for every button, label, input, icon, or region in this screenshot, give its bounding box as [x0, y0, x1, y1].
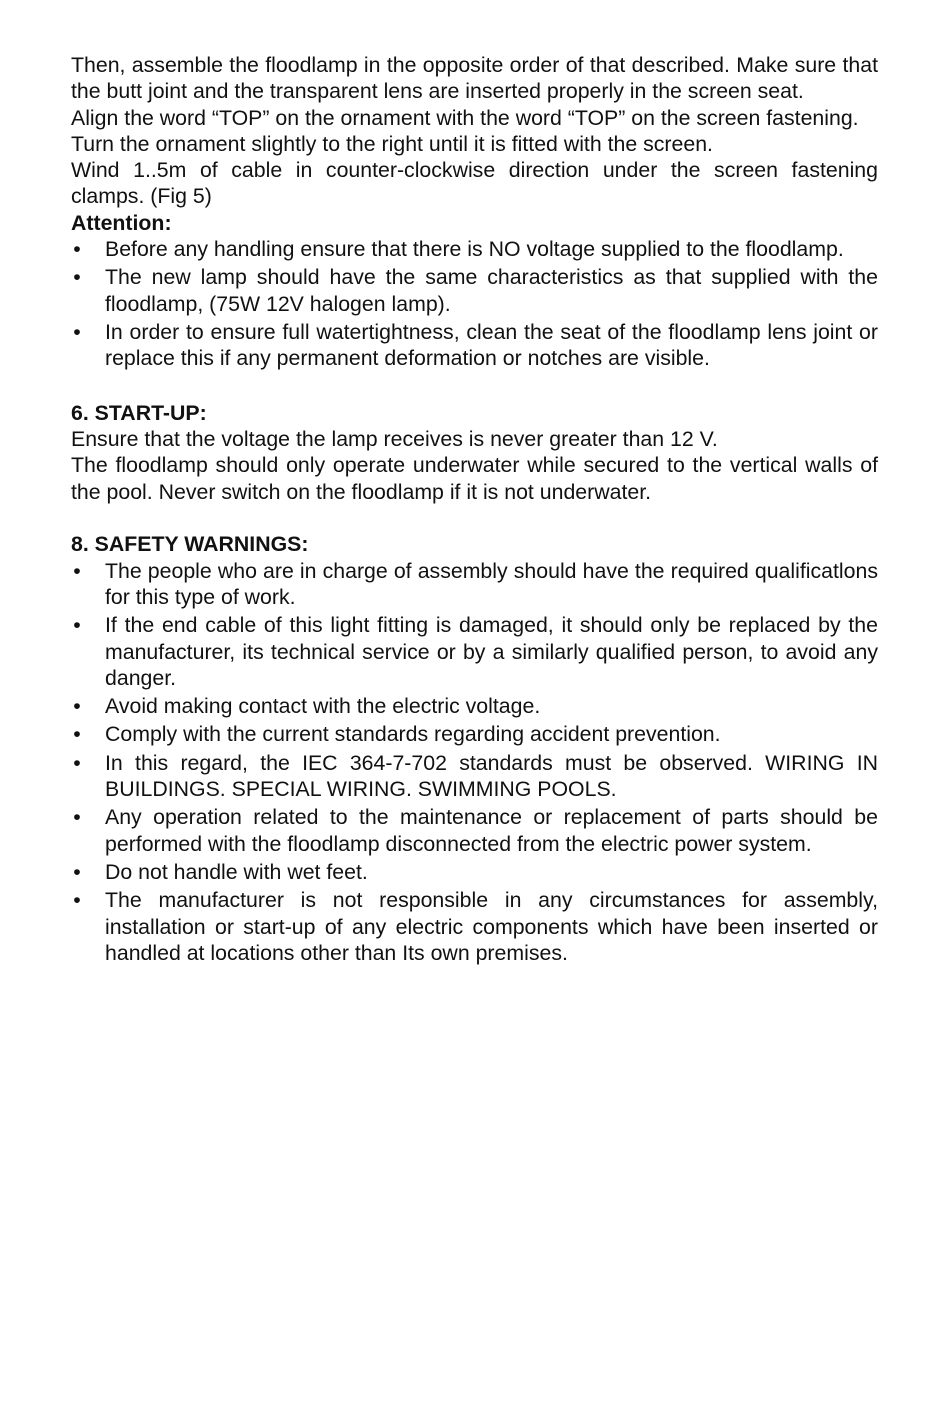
list-item-text: Do not handle with wet feet. — [105, 859, 368, 884]
section-spacer — [71, 505, 878, 531]
list-item-text: Any operation related to the maintenance or replacement of parts should be performed with the floodlamp disconnected from the electric power system. — [105, 805, 878, 856]
bullet-icon: • — [73, 237, 81, 262]
intro-paragraph-3: Turn the ornament slightly to the right until it is fitted with the screen. — [71, 131, 713, 156]
intro-paragraph-1: Then, assemble the floodlamp in the opposite order of that described. Make sure that the butt joint and the transparent lens are inserted properly in the screen seat. — [71, 53, 878, 104]
list-item-text: Before any handling ensure that there is NO voltage supplied to the floodlamp. — [105, 237, 844, 262]
list-item — [71, 721, 878, 747]
list-item-text: The people who are in charge of assembly should have the required qualificatlons for this type of work. — [105, 558, 878, 609]
bullet-icon: • — [73, 694, 81, 719]
list-item — [71, 264, 878, 317]
list-item — [71, 236, 878, 262]
section-spacer — [71, 374, 878, 400]
startup-paragraph-1: Ensure that the voltage the lamp receives is never greater than 12 V. — [71, 427, 718, 452]
bullet-icon: • — [73, 613, 81, 638]
list-item — [71, 804, 878, 857]
bullet-icon: • — [73, 888, 81, 913]
bullet-icon: • — [73, 859, 81, 884]
list-item — [71, 693, 878, 719]
startup-paragraph-2: The floodlamp should only operate underwater while secured to the vertical walls of the pool. Never switch on the floodlamp if it is not underwater. — [71, 453, 878, 504]
list-item — [71, 859, 878, 885]
intro-paragraph-2: Align the word “TOP” on the ornament with the word “TOP” on the screen fastening. — [71, 105, 859, 130]
bullet-icon: • — [73, 319, 81, 344]
list-item-text: In order to ensure full watertightness, clean the seat of the floodlamp lens joint or replace this if any permanent deformation or notches are visible. — [105, 319, 878, 371]
list-item — [71, 558, 878, 611]
safety-heading: 8. SAFETY WARNINGS: — [71, 532, 309, 557]
list-item — [71, 887, 878, 966]
safety-list — [71, 558, 878, 966]
list-item — [71, 612, 878, 691]
attention-heading: Attention: — [71, 210, 172, 235]
intro-paragraph-4: Wind 1..5m of cable in counter-clockwise direction under the screen fastening clamps. (Fig 5) — [71, 158, 878, 209]
list-item-text: If the end cable of this light fitting is damaged, it should only be replaced by the manufacturer, its technical service or by a similarly qualified person, to avoid any danger. — [105, 613, 878, 690]
bullet-icon: • — [73, 805, 81, 830]
attention-list — [71, 236, 878, 371]
list-item — [71, 750, 878, 803]
list-item-text: Avoid making contact with the electric voltage. — [105, 694, 541, 719]
bullet-icon: • — [73, 265, 81, 290]
bullet-icon: • — [73, 750, 81, 775]
list-item-text: In this regard, the IEC 364-7-702 standards must be observed. WIRING IN BUILDINGS. SPECIAL WIRING. SWIMMING POOLS. — [105, 750, 878, 802]
startup-heading: 6. START-UP: — [71, 400, 207, 425]
bullet-icon: • — [73, 558, 81, 583]
list-item-text: Comply with the current standards regarding accident prevention. — [105, 722, 721, 747]
list-item — [71, 319, 878, 372]
list-item-text: The new lamp should have the same characteristics as that supplied with the floodlamp, (75W 12V halogen lamp). — [105, 265, 878, 316]
list-item-text: The manufacturer is not responsible in any circumstances for assembly, installation or start-up of any electric components which have been inserted or handled at locations other than Its own premises. — [105, 888, 878, 965]
bullet-icon: • — [73, 722, 81, 747]
document-page — [71, 52, 878, 968]
